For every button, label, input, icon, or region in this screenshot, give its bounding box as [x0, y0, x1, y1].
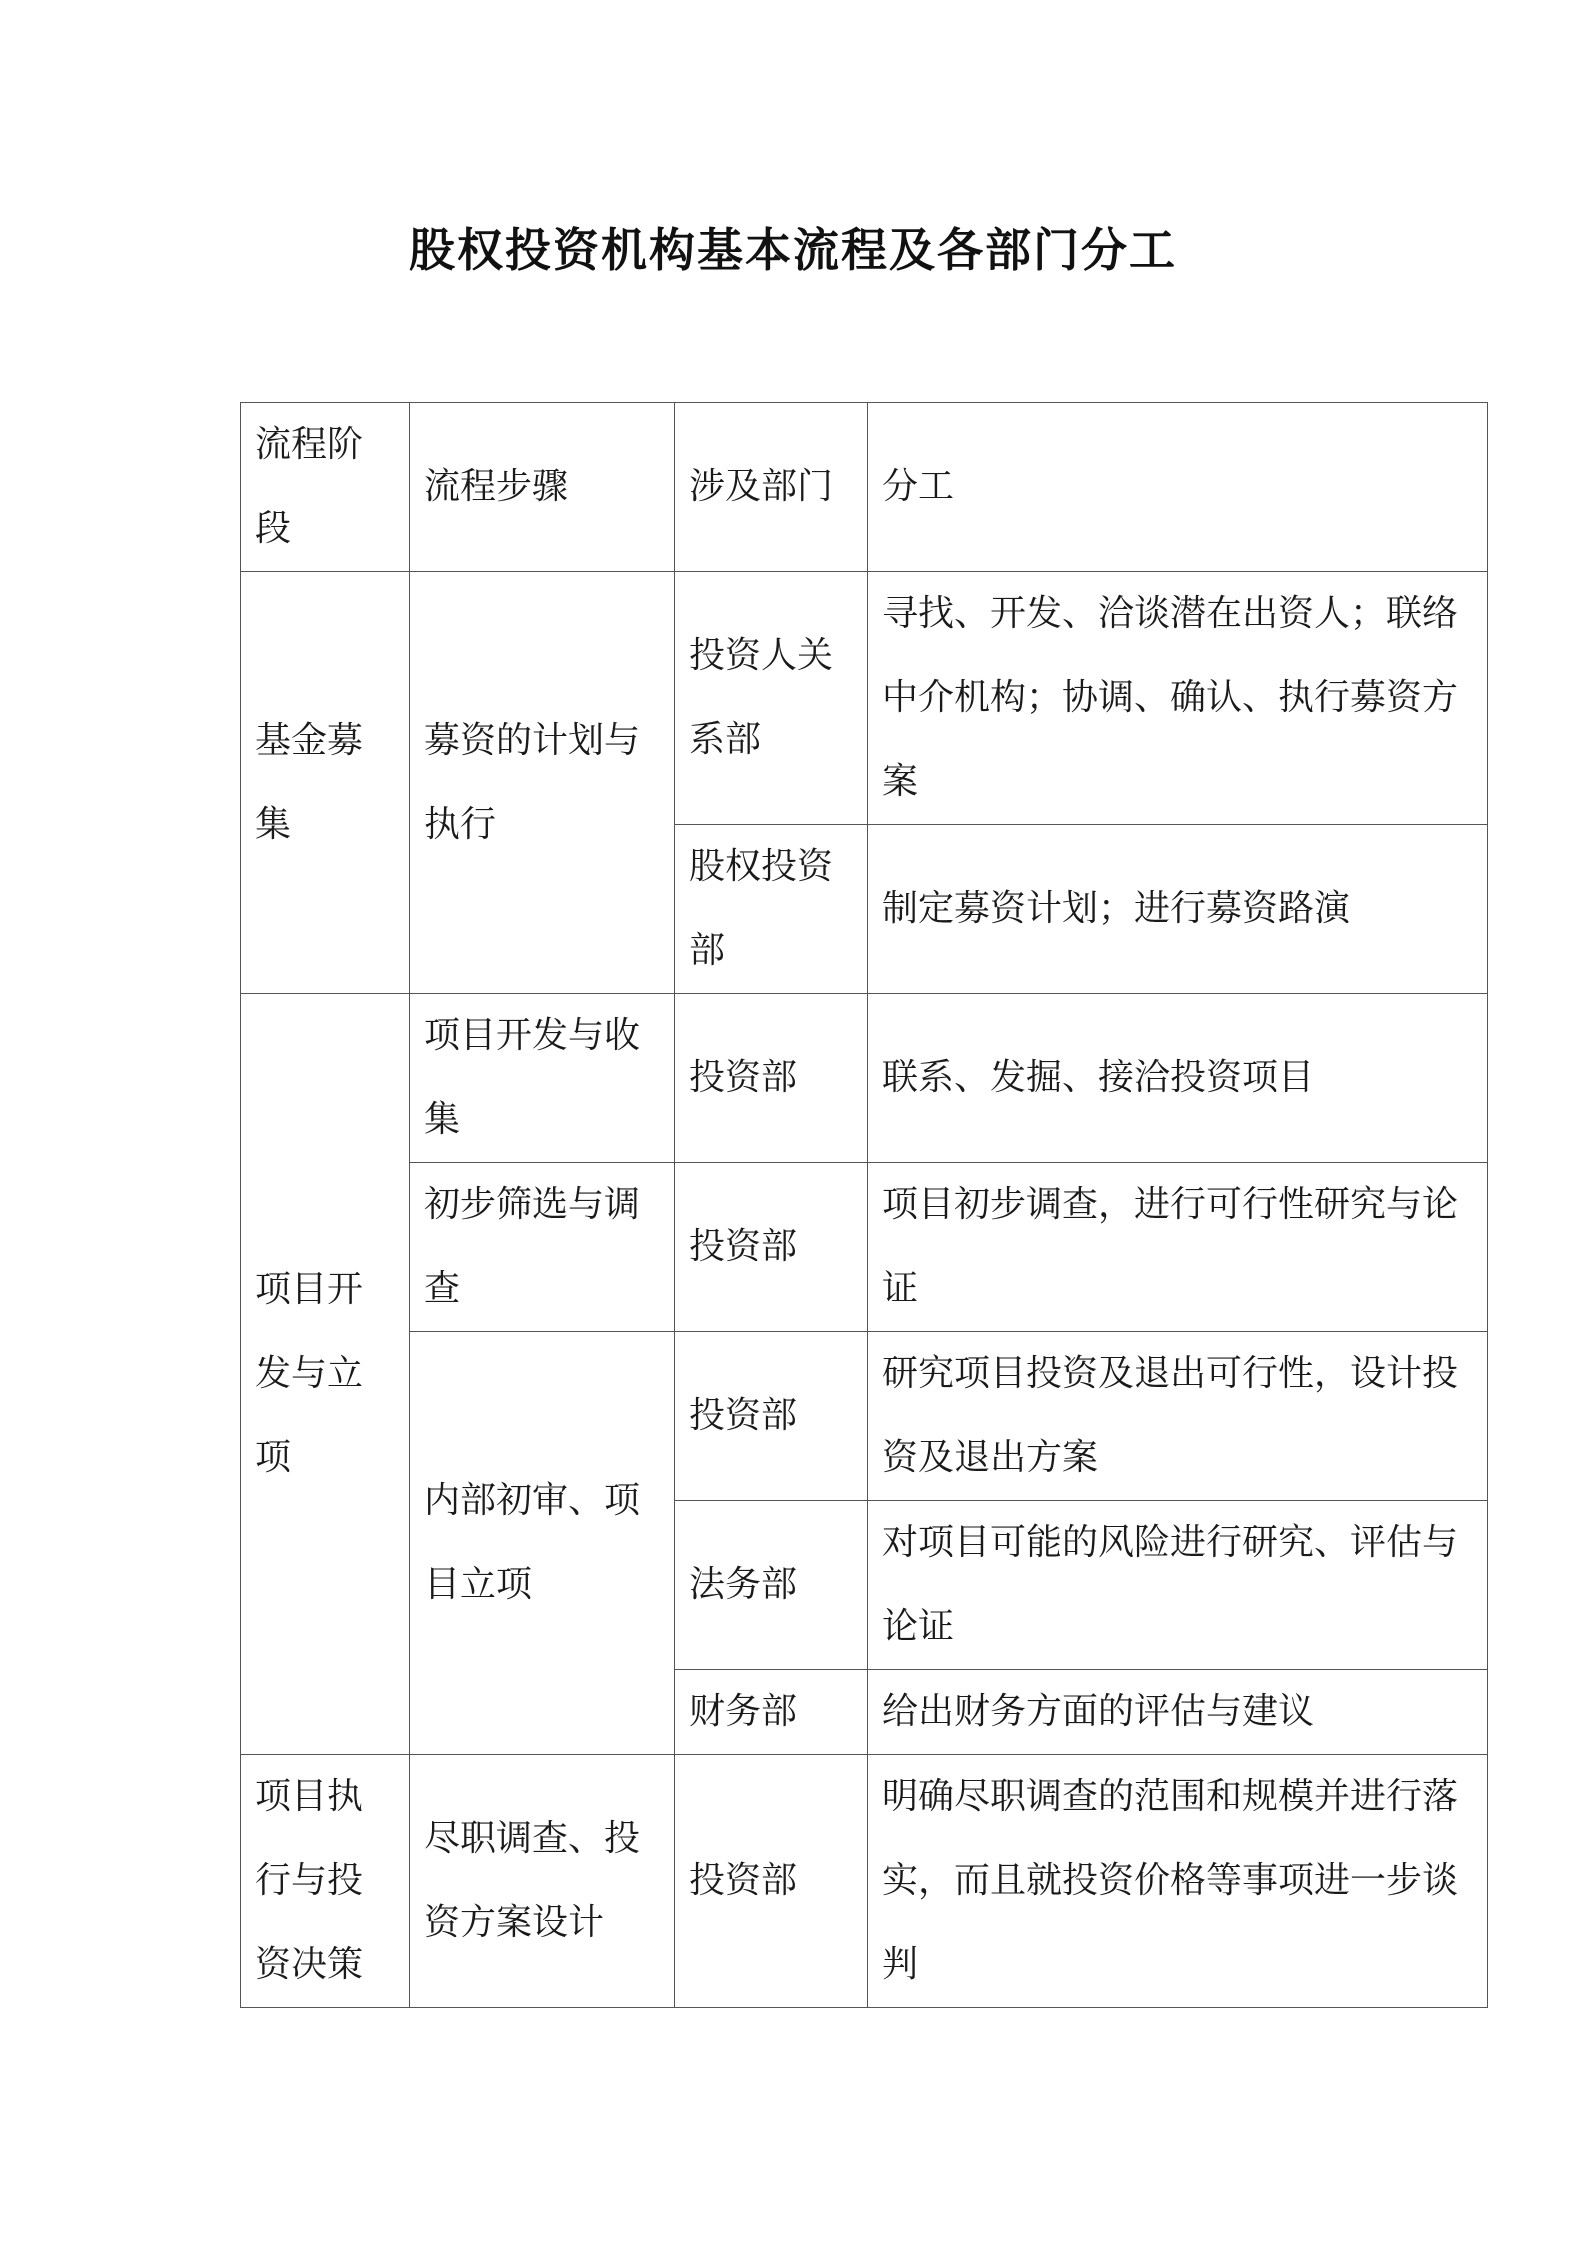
department-cell: 投资部 [675, 1163, 868, 1332]
stage-cell: 基金募集 [241, 572, 410, 994]
department-cell: 法务部 [675, 1501, 868, 1670]
step-cell: 项目开发与收集 [410, 994, 675, 1163]
duty-cell: 制定募资计划；进行募资路演 [868, 825, 1488, 994]
duty-cell: 明确尽职调查的范围和规模并进行落实，而且就投资价格等事项进一步谈判 [868, 1755, 1488, 2008]
header-stage: 流程阶段 [241, 403, 410, 572]
duty-cell: 项目初步调查，进行可行性研究与论证 [868, 1163, 1488, 1332]
document-title: 股权投资机构基本流程及各部门分工 [409, 223, 1177, 277]
department-cell: 财务部 [675, 1670, 868, 1755]
step-cell: 内部初审、项目立项 [410, 1332, 675, 1755]
header-department: 涉及部门 [675, 403, 868, 572]
stage-cell: 项目开发与立项 [241, 994, 410, 1755]
department-cell: 投资部 [675, 994, 868, 1163]
header-step: 流程步骤 [410, 403, 675, 572]
step-cell: 募资的计划与执行 [410, 572, 675, 994]
table-row [241, 1332, 1488, 1501]
table-header-row [241, 403, 1488, 572]
process-table [240, 402, 1488, 2008]
duty-cell: 给出财务方面的评估与建议 [868, 1670, 1488, 1755]
duty-cell: 研究项目投资及退出可行性，设计投资及退出方案 [868, 1332, 1488, 1501]
duty-cell: 对项目可能的风险进行研究、评估与论证 [868, 1501, 1488, 1670]
stage-cell: 项目执行与投资决策 [241, 1755, 410, 2008]
department-cell: 投资部 [675, 1755, 868, 2008]
department-cell: 股权投资部 [675, 825, 868, 994]
department-cell: 投资人关系部 [675, 572, 868, 825]
table-row [241, 994, 1488, 1163]
table-row [241, 1755, 1488, 2008]
table-row [241, 572, 1488, 825]
department-cell: 投资部 [675, 1332, 868, 1501]
table-row [241, 1163, 1488, 1332]
header-duty: 分工 [868, 403, 1488, 572]
step-cell: 初步筛选与调查 [410, 1163, 675, 1332]
duty-cell: 联系、发掘、接洽投资项目 [868, 994, 1488, 1163]
step-cell: 尽职调查、投资方案设计 [410, 1755, 675, 2008]
duty-cell: 寻找、开发、洽谈潜在出资人；联络中介机构；协调、确认、执行募资方案 [868, 572, 1488, 825]
